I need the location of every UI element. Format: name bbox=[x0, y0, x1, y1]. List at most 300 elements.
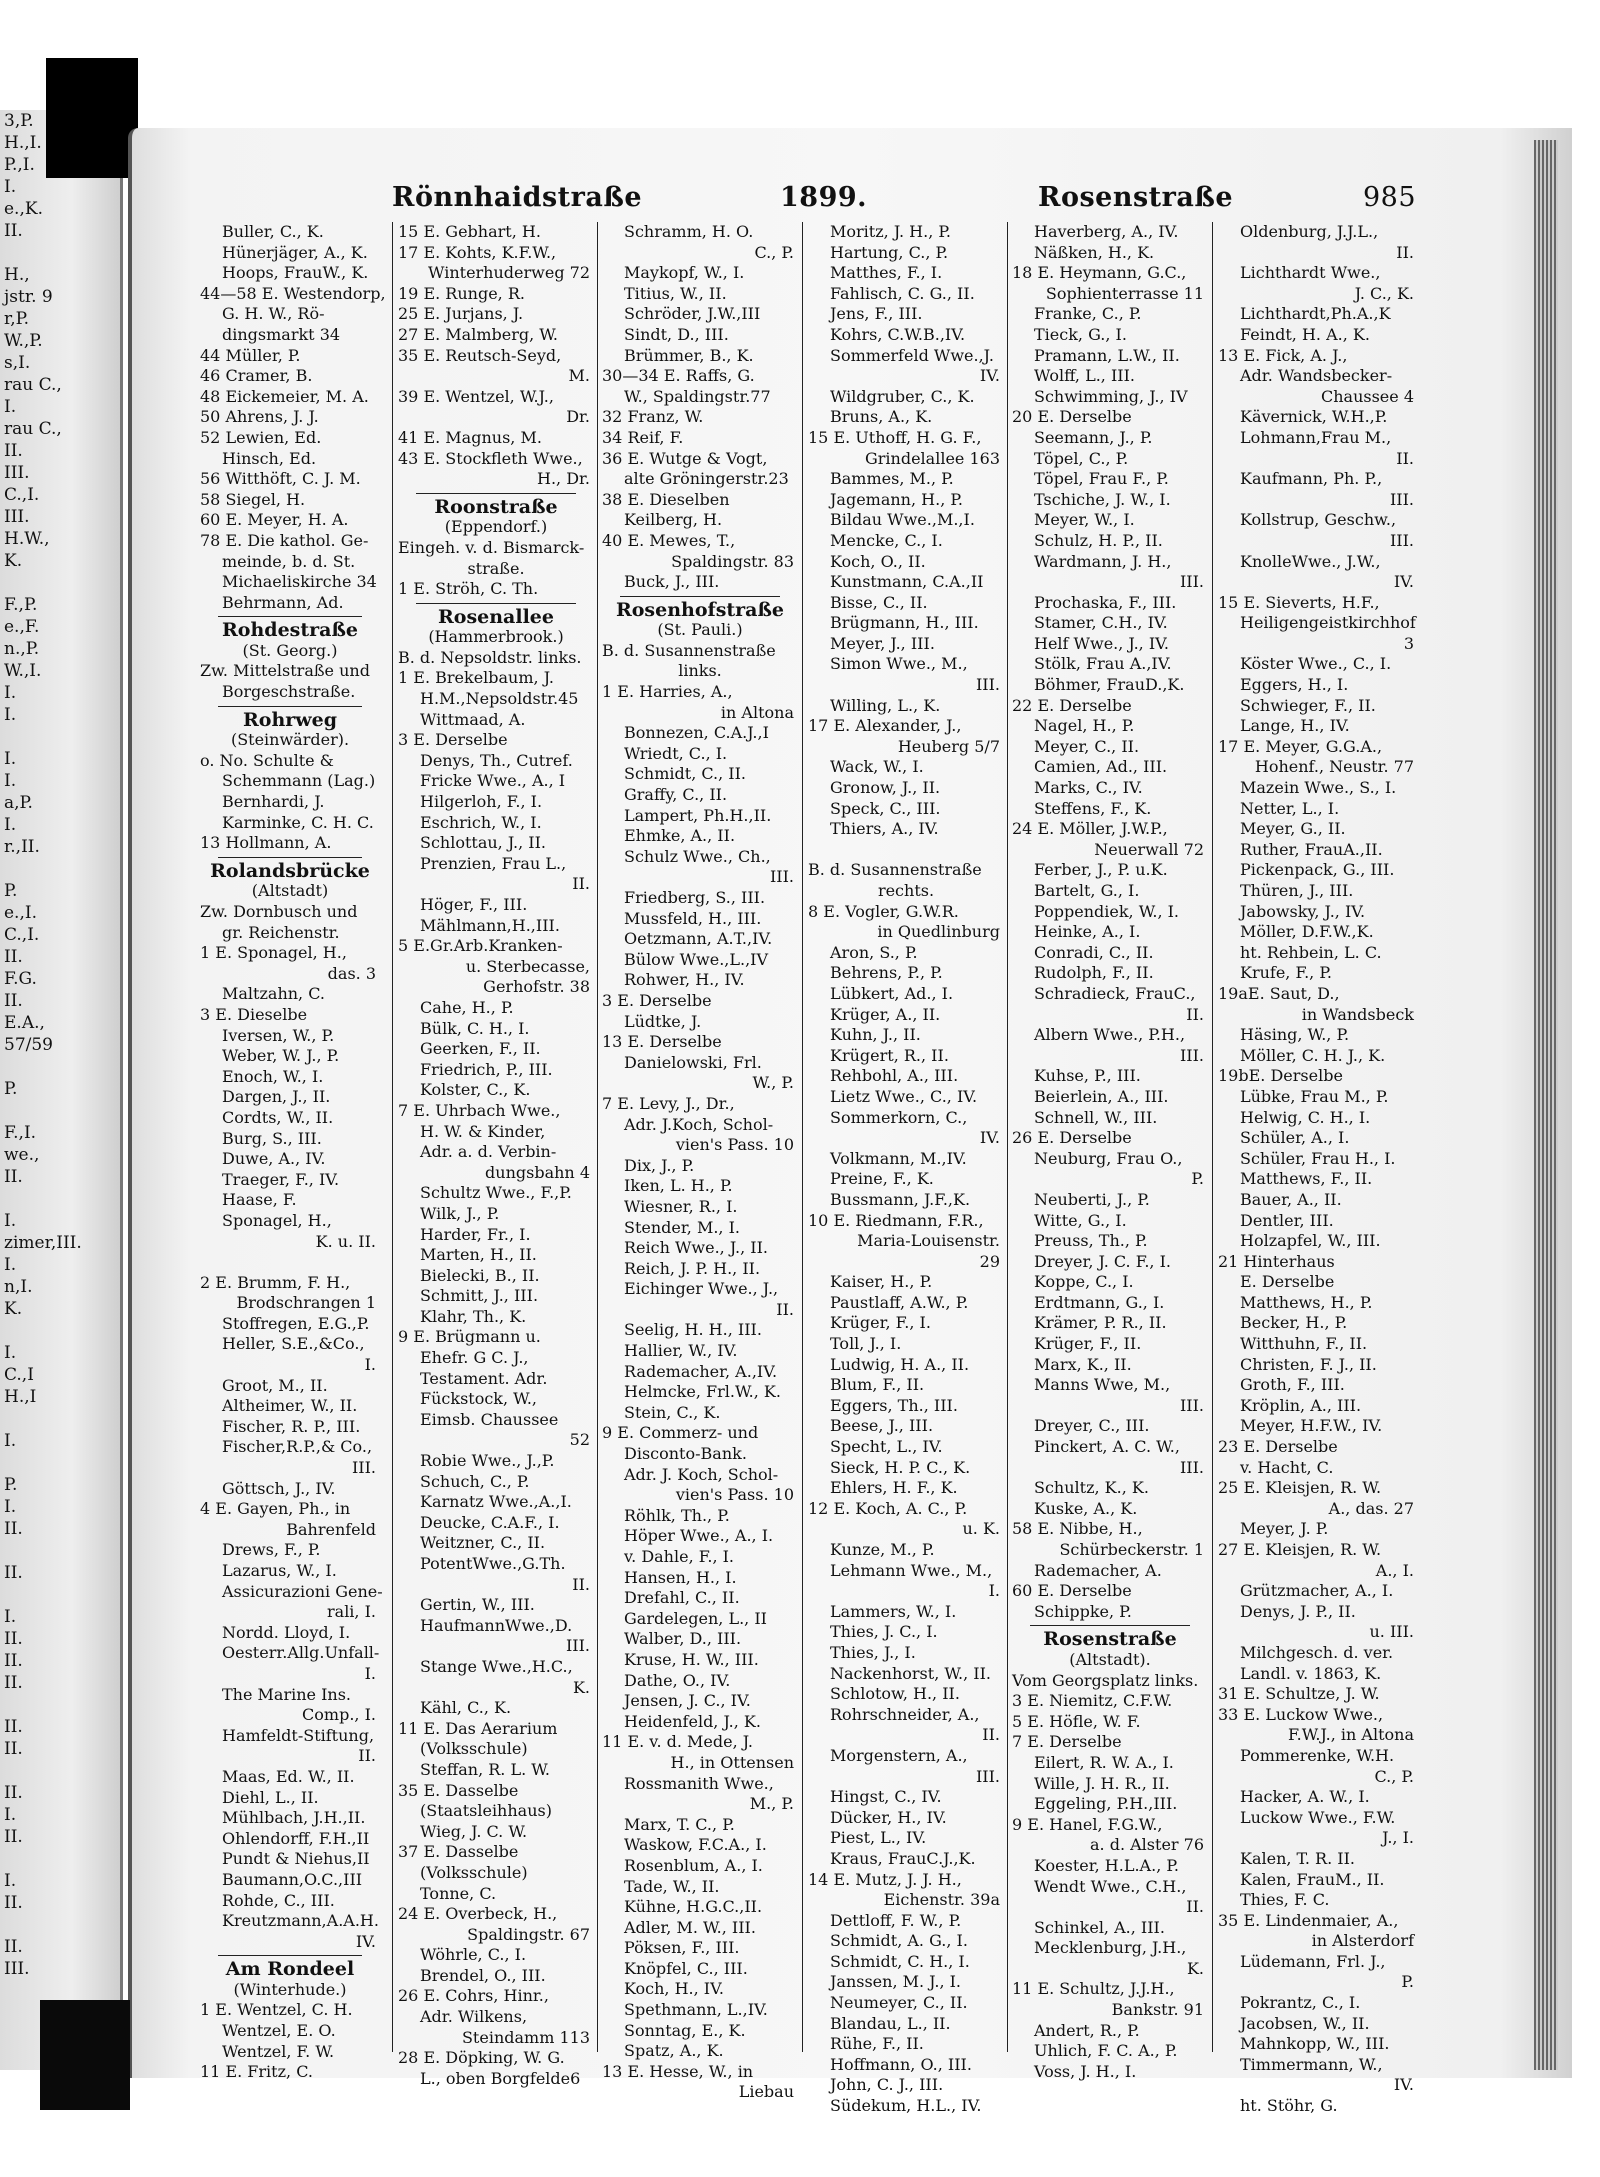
directory-entry: 34 Reif, F. bbox=[602, 427, 684, 447]
directory-entry: Stölk, Frau A.,IV. bbox=[1034, 654, 1172, 674]
directory-entry: Reich, J. P. H., II. bbox=[624, 1258, 761, 1278]
directory-entry: Mählmann,H.,III. bbox=[420, 915, 560, 935]
directory-entry: Danielowski, Frl. bbox=[624, 1052, 762, 1072]
directory-entry: Conradi, C., II. bbox=[1034, 942, 1154, 962]
directory-entry: Kraus, FrauC.J.,K. bbox=[830, 1848, 976, 1868]
directory-entry: Ohlendorff, F.H.,II bbox=[222, 1828, 370, 1848]
directory-entry: Wack, W., I. bbox=[830, 757, 924, 777]
directory-entry: Weber, W. J., P. bbox=[222, 1046, 340, 1066]
directory-entry: IV. bbox=[355, 1931, 376, 1951]
left-page-fragment: P. bbox=[4, 1079, 18, 1099]
left-page-fragment: I. bbox=[4, 1497, 17, 1517]
left-page-fragment: II. bbox=[4, 1673, 23, 1693]
directory-entry: Manns Wwe, M., bbox=[1034, 1375, 1171, 1395]
left-page-fragment: H.,I. bbox=[4, 133, 42, 153]
directory-entry: II. bbox=[1186, 1897, 1204, 1917]
directory-entry: Matthews, F., II. bbox=[1240, 1169, 1373, 1189]
directory-entry: Jacobsen, W., II. bbox=[1240, 2013, 1370, 2033]
directory-entry: Spatz, A., K. bbox=[624, 2041, 724, 2061]
directory-entry: Maltzahn, C. bbox=[222, 984, 325, 1004]
directory-entry: 9 E. Commerz- und bbox=[602, 1423, 759, 1443]
directory-entry: Kaufmann, Ph. P., bbox=[1240, 469, 1383, 489]
directory-entry: Assicurazioni Gene- bbox=[222, 1581, 383, 1601]
directory-entry: J., I. bbox=[1382, 1828, 1414, 1848]
directory-entry: Heidenfeld, J., K. bbox=[624, 1711, 761, 1731]
directory-entry: Schultz Wwe., F.,P. bbox=[420, 1183, 572, 1203]
directory-entry: Kunze, M., P. bbox=[830, 1540, 935, 1559]
directory-entry: 41 E. Magnus, M. bbox=[398, 427, 542, 447]
directory-entry: Poppendiek, W., I. bbox=[1034, 901, 1180, 921]
directory-entry: 7 E. Derselbe bbox=[1012, 1732, 1122, 1752]
directory-entry: Mühlbach, J.H.,II. bbox=[222, 1808, 366, 1828]
directory-entry: Näßken, H., K. bbox=[1034, 242, 1155, 262]
left-page-fragment bbox=[0, 1584, 120, 1606]
directory-entry: Comp., I. bbox=[302, 1705, 376, 1725]
directory-entry: Dathe, O., IV. bbox=[624, 1670, 731, 1690]
street-heading: Rolandsbrücke bbox=[210, 859, 370, 882]
directory-entry: Rudolph, F., II. bbox=[1034, 963, 1154, 983]
street-heading: Rohdestraße bbox=[222, 619, 358, 642]
directory-entry: Gertin, W., III. bbox=[420, 1595, 535, 1615]
directory-entry: Marten, H., II. bbox=[420, 1245, 537, 1265]
directory-entry: II. bbox=[776, 1299, 794, 1319]
directory-entry: Reich Wwe., J., II. bbox=[624, 1238, 769, 1258]
directory-entry: Marx, T. C., P. bbox=[624, 1814, 735, 1834]
directory-entry: Albern Wwe., P.H., bbox=[1034, 1025, 1186, 1045]
directory-entry: Dreyer, C., III. bbox=[1034, 1416, 1150, 1436]
directory-entry: Lohmann,Frau M., bbox=[1240, 427, 1392, 447]
directory-entry: Prenzien, Frau L., bbox=[420, 853, 567, 873]
directory-entry: Graffy, C., II. bbox=[624, 785, 728, 805]
directory-entry: Eggers, Th., III. bbox=[830, 1395, 958, 1415]
left-page-fragment: F.,P. bbox=[4, 595, 38, 615]
directory-entry: Pramann, L.W., II. bbox=[1034, 345, 1180, 365]
left-page-fragment: I. bbox=[4, 177, 17, 197]
directory-entry: Ludwig, H. A., II. bbox=[830, 1354, 970, 1374]
directory-entry: Hansen, H., I. bbox=[624, 1567, 737, 1587]
directory-entry: 35 E. Reutsch-Seyd, bbox=[398, 345, 562, 365]
left-page-fragment: I. bbox=[4, 1805, 17, 1825]
directory-entry: 50 Ahrens, J. J. bbox=[200, 407, 319, 427]
directory-entry: Hoffmann, O., III. bbox=[830, 2054, 972, 2074]
left-page-fragment: I. bbox=[4, 1255, 17, 1275]
page-header bbox=[378, 182, 1417, 222]
directory-entry: (Winterhude.) bbox=[233, 1979, 347, 1999]
directory-entry: Ehefr. G C. J., bbox=[420, 1348, 529, 1368]
left-page-fragment: E.A., bbox=[4, 1013, 45, 1033]
left-page-fragment: 57/59 bbox=[4, 1035, 53, 1055]
directory-entry: IV. bbox=[979, 366, 1000, 386]
left-page-fragment bbox=[0, 1100, 120, 1122]
directory-entry: Lange, H., IV. bbox=[1240, 716, 1350, 736]
directory-entry: 7 E. Levy, J., Dr., bbox=[602, 1093, 735, 1113]
directory-entry: Steindamm 113 bbox=[461, 2027, 590, 2047]
column-divider bbox=[802, 222, 803, 2052]
section-rule bbox=[416, 493, 576, 494]
directory-entry: Wittmaad, A. bbox=[420, 709, 526, 729]
directory-entry: I. bbox=[988, 1581, 1000, 1601]
directory-entry: 56 Witthöft, C. J. M. bbox=[200, 469, 361, 489]
directory-entry: B. d. Susannenstraße bbox=[602, 640, 776, 660]
directory-entry: Ruther, FrauA.,II. bbox=[1240, 839, 1383, 859]
directory-entry: Grützmacher, A., I. bbox=[1240, 1581, 1394, 1601]
directory-entry: Stange Wwe.,H.C., bbox=[420, 1656, 573, 1676]
directory-entry: (Eppendorf.) bbox=[444, 517, 548, 537]
directory-entry: Bahrenfeld bbox=[286, 1519, 376, 1539]
directory-entry: Wriedt, C., I. bbox=[624, 743, 728, 763]
directory-entry: Oesterr.Allg.Unfall- bbox=[222, 1643, 380, 1663]
left-page-fragment: rau C., bbox=[4, 375, 62, 395]
directory-entry bbox=[200, 1252, 380, 1273]
left-page-fragment: I. bbox=[4, 705, 17, 725]
directory-entry: 52 bbox=[569, 1430, 590, 1450]
left-page-fragment bbox=[0, 242, 120, 264]
directory-entry: Steffan, R. L. W. bbox=[420, 1759, 550, 1779]
directory-entry: Meyer, H.F.W., IV. bbox=[1240, 1416, 1383, 1436]
directory-entry: Timmermann, W., bbox=[1240, 2054, 1383, 2074]
directory-entry: 58 E. Nibbe, H., bbox=[1012, 1519, 1143, 1539]
directory-entry: Haase, F. bbox=[222, 1190, 297, 1210]
directory-entry: Schulz, H. P., II. bbox=[1034, 530, 1163, 550]
directory-entry: Franke, C., P. bbox=[1034, 304, 1142, 324]
directory-entry: 43 E. Stockfleth Wwe., bbox=[398, 448, 583, 468]
street-heading: Rosenhofstraße bbox=[615, 598, 785, 621]
directory-entry: 13 E. Derselbe bbox=[602, 1032, 722, 1052]
directory-entry: vien's Pass. 10 bbox=[675, 1135, 794, 1155]
directory-entry: Jagemann, H., P. bbox=[830, 489, 963, 509]
directory-entry: Koppe, C., I. bbox=[1034, 1272, 1134, 1292]
directory-entry: Schüler, Frau H., I. bbox=[1240, 1148, 1396, 1168]
directory-entry: Eggers, H., I. bbox=[1240, 675, 1349, 695]
left-page-fragment: zimer,III. bbox=[4, 1233, 82, 1253]
directory-entry: Lazarus, W., I. bbox=[222, 1561, 337, 1580]
directory-entry: Köster Wwe., C., I. bbox=[1240, 654, 1392, 674]
directory-entry: Matthews, H., P. bbox=[1240, 1292, 1373, 1312]
left-page-fragment: I. bbox=[4, 771, 17, 791]
directory-entry: Dreyer, J. C. F., I. bbox=[1034, 1251, 1171, 1271]
left-page-fragment bbox=[0, 1760, 120, 1782]
directory-entry: Gronow, J., II. bbox=[830, 778, 941, 798]
directory-entry: Kolster, C., K. bbox=[420, 1080, 531, 1100]
directory-entry: (Volksschule) bbox=[420, 1739, 528, 1759]
directory-entry: Lübkert, Ad., I. bbox=[830, 983, 954, 1003]
directory-entry: in Quedlinburg bbox=[877, 922, 1000, 942]
directory-entry: Lichthardt Wwe., bbox=[1240, 263, 1381, 283]
directory-entry: 33 E. Luckow Wwe., bbox=[1218, 1704, 1384, 1724]
directory-entry: Stein, C., K. bbox=[624, 1402, 721, 1422]
directory-entry: Schmidt, A. G., I. bbox=[830, 1931, 968, 1951]
directory-entry: Dentler, III. bbox=[1240, 1210, 1334, 1230]
directory-entry: III. bbox=[1179, 1395, 1204, 1415]
left-page-fragment: P. bbox=[4, 881, 18, 901]
directory-entry: Rehbohl, A., III. bbox=[830, 1066, 959, 1086]
directory-entry: III. bbox=[1389, 530, 1414, 550]
section-rule bbox=[218, 706, 362, 707]
directory-entry: Gardelegen, L., II bbox=[624, 1608, 767, 1628]
directory-entry: Groth, F., III. bbox=[1240, 1375, 1345, 1395]
directory-entry: Adr. Wilkens, bbox=[420, 2007, 528, 2027]
directory-entry: Eimsb. Chaussee bbox=[420, 1409, 559, 1429]
directory-entry: Kalen, T. R. II. bbox=[1240, 1848, 1355, 1868]
directory-entry: Baumann,O.C.,III bbox=[222, 1869, 363, 1889]
directory-entry: Grindelallee 163 bbox=[864, 448, 1000, 468]
directory-entry: Nagel, H., P. bbox=[1034, 716, 1135, 736]
directory-entry: Paustlaff, A.W., P. bbox=[830, 1292, 969, 1312]
directory-entry: 27 E. Kleisjen, R. W. bbox=[1218, 1540, 1382, 1559]
directory-entry: Maykopf, W., I. bbox=[624, 263, 745, 283]
directory-entry: Rademacher, A. bbox=[1034, 1560, 1162, 1580]
directory-entry: Gerhofstr. 38 bbox=[483, 977, 590, 997]
directory-entry: Bisse, C., II. bbox=[830, 592, 928, 612]
section-rule bbox=[218, 1955, 362, 1956]
directory-entry: Krüger, F., I. bbox=[830, 1313, 931, 1333]
directory-entry: C., P. bbox=[1374, 1766, 1414, 1786]
directory-entry: Milchgesch. d. ver. bbox=[1240, 1642, 1394, 1662]
directory-entry: Ferber, J., P. u.K. bbox=[1034, 860, 1168, 880]
directory-entry: K. bbox=[1186, 1958, 1204, 1978]
directory-entry: Cordts, W., II. bbox=[222, 1107, 334, 1127]
directory-entry: II. bbox=[982, 1725, 1000, 1745]
left-page-fragment bbox=[0, 858, 120, 880]
directory-entry: Pöksen, F., III. bbox=[624, 1938, 740, 1958]
directory-entry: Bildau Wwe.,M.,I. bbox=[830, 510, 975, 530]
column-2 bbox=[398, 222, 594, 2088]
left-page-fragment: F.G. bbox=[4, 969, 37, 989]
directory-entry: Kröplin, A., III. bbox=[1240, 1395, 1362, 1415]
directory-entry: Liebau bbox=[738, 2082, 794, 2102]
directory-entry: Haverberg, A., IV. bbox=[1034, 222, 1179, 241]
directory-entry: 29 bbox=[979, 1251, 1000, 1271]
directory-entry: Prochaska, F., III. bbox=[1034, 592, 1177, 612]
directory-entry: Adr. J.Koch, Schol- bbox=[624, 1114, 774, 1134]
directory-entry: Eingeh. v. d. Bismarck- bbox=[398, 537, 585, 557]
directory-entry: Eichinger Wwe., J., bbox=[624, 1279, 779, 1299]
directory-entry: Fischer, R. P., III. bbox=[222, 1416, 361, 1436]
left-page-fragment: I. bbox=[4, 683, 17, 703]
directory-entry: Burg, S., III. bbox=[222, 1128, 322, 1148]
left-page-fragment: III. bbox=[4, 463, 30, 483]
directory-entry: Neumeyer, C., II. bbox=[830, 1993, 968, 2013]
directory-entry: Lüdtke, J. bbox=[624, 1011, 702, 1031]
directory-entry: Camien, Ad., III. bbox=[1034, 757, 1168, 777]
directory-entry: Keilberg, H. bbox=[624, 510, 723, 530]
directory-entry: 25 E. Jurjans, J. bbox=[398, 304, 524, 324]
left-page-fragment: II. bbox=[4, 991, 23, 1011]
directory-entry: Thüren, J., III. bbox=[1240, 881, 1354, 900]
directory-entry: 44—58 E. Westendorp, bbox=[200, 283, 386, 303]
directory-entry: Friedrich, P., III. bbox=[420, 1059, 553, 1079]
left-page-fragment bbox=[0, 1408, 120, 1430]
directory-entry: Netter, L., I. bbox=[1240, 798, 1340, 818]
directory-entry: Kalen, FrauM., II. bbox=[1240, 1869, 1385, 1889]
directory-entry: Ehmke, A., II. bbox=[624, 826, 736, 846]
directory-entry: Bauer, A., II. bbox=[1240, 1189, 1342, 1209]
directory-entry: Hamfeldt-Stiftung, bbox=[222, 1725, 375, 1745]
left-page-fragment: e.,K. bbox=[4, 199, 43, 219]
directory-entry: 28 E. Döpking, W. G. bbox=[398, 2048, 565, 2068]
section-rule bbox=[1030, 1625, 1190, 1626]
directory-entry: Schlotow, H., II. bbox=[830, 1684, 960, 1704]
directory-entry: 9 E. Hanel, F.G.W., bbox=[1012, 1814, 1163, 1834]
directory-entry: Blum, F., II. bbox=[830, 1375, 925, 1395]
directory-entry: Schulz Wwe., Ch., bbox=[624, 846, 771, 866]
left-page-fragment bbox=[0, 1188, 120, 1210]
directory-entry: Häsing, W., P. bbox=[1240, 1025, 1350, 1045]
directory-entry: Cahe, H., P. bbox=[420, 997, 514, 1017]
directory-entry: Pommerenke, W.H. bbox=[1240, 1745, 1395, 1765]
directory-entry: Zw. Mittelstraße und bbox=[200, 661, 370, 681]
directory-entry: Heiligengeistkirchhof bbox=[1240, 613, 1416, 633]
scan-border-bottom bbox=[40, 2000, 130, 2110]
directory-entry: Witthuhn, F., II. bbox=[1240, 1334, 1368, 1354]
directory-entry: Wilk, J., P. bbox=[420, 1203, 500, 1223]
left-page-fragment bbox=[0, 1452, 120, 1474]
directory-entry: Stoffregen, E.G.,P. bbox=[222, 1313, 370, 1333]
left-page-fragment bbox=[0, 1540, 120, 1562]
directory-entry: Schmidt, C., II. bbox=[624, 764, 747, 784]
directory-entry: Mecklenburg, J.H., bbox=[1034, 1938, 1187, 1958]
directory-entry: 15 E. Gebhart, H. bbox=[398, 222, 541, 241]
directory-entry: 44 Müller, P. bbox=[200, 345, 301, 365]
directory-entry: Bielecki, B., II. bbox=[420, 1265, 540, 1285]
directory-entry: Pickenpack, G., III. bbox=[1240, 860, 1395, 880]
directory-entry: Toll, J., I. bbox=[830, 1334, 902, 1354]
directory-entry: 21 Hinterhaus bbox=[1218, 1251, 1335, 1271]
left-page-fragment: I. bbox=[4, 1343, 17, 1363]
directory-entry: Aron, S., P. bbox=[830, 942, 918, 962]
directory-entry: Sommerfeld Wwe.,J. bbox=[830, 345, 994, 365]
left-page-fragment: e.,F. bbox=[4, 617, 40, 637]
directory-entry: Stamer, C.H., IV. bbox=[1034, 613, 1168, 633]
street-heading: Rosenallee bbox=[438, 605, 554, 628]
directory-entry: Südekum, H.L., IV. bbox=[830, 2096, 982, 2116]
directory-entry: Mazein Wwe., S., I. bbox=[1240, 778, 1397, 798]
directory-entry: Rossmanith Wwe., bbox=[624, 1773, 774, 1793]
left-page-fragment: e.,I. bbox=[4, 903, 37, 923]
directory-entry: 24 E. Möller, J.W.P., bbox=[1012, 819, 1168, 839]
directory-entry: E. Derselbe bbox=[1240, 1272, 1335, 1292]
directory-entry: Krufe, F., P. bbox=[1240, 963, 1332, 983]
directory-entry: KnolleWwe., J.W., bbox=[1240, 551, 1381, 571]
directory-entry: Specht, L., IV. bbox=[830, 1437, 943, 1457]
directory-entry: meinde, b. d. St. bbox=[222, 551, 356, 571]
directory-entry: P. bbox=[1191, 1169, 1204, 1189]
directory-entry: Krügert, R., II. bbox=[830, 1045, 949, 1065]
left-page-edge bbox=[0, 110, 123, 2070]
directory-entry: a. d. Alster 76 bbox=[1090, 1835, 1204, 1855]
directory-entry: Spaldingstr. 67 bbox=[467, 1924, 590, 1944]
left-page-fragment: P.,I. bbox=[4, 155, 35, 175]
directory-entry: 1 E. Harries, A., bbox=[602, 682, 733, 702]
directory-entry: Schwimming, J., IV bbox=[1034, 386, 1188, 406]
directory-entry: H. W. & Kinder, bbox=[420, 1121, 546, 1141]
directory-entry: Meyer, J. P. bbox=[1240, 1519, 1329, 1539]
directory-entry: Andert, R., P. bbox=[1034, 2020, 1140, 2040]
directory-entry: Schüler, A., I. bbox=[1240, 1128, 1350, 1148]
directory-entry: Schlottau, J., II. bbox=[420, 833, 547, 853]
directory-entry: Göttsch, J., IV. bbox=[222, 1478, 336, 1498]
directory-entry: Kävernick, W.H.,P. bbox=[1240, 407, 1388, 427]
left-page-fragment: I. bbox=[4, 1871, 17, 1891]
directory-entry: C., P. bbox=[754, 242, 794, 262]
directory-entry: Waskow, F.C.A., I. bbox=[624, 1835, 767, 1855]
directory-entry: Krämer, P. R., II. bbox=[1034, 1313, 1167, 1333]
left-page-fragment: I. bbox=[4, 815, 17, 835]
directory-entry: Matthes, F., I. bbox=[830, 263, 943, 283]
directory-entry: Speck, C., III. bbox=[830, 798, 941, 818]
directory-entry: 35 E. Lindenmaier, A., bbox=[1218, 1910, 1399, 1930]
directory-entry: Thies, J. C., I. bbox=[830, 1622, 938, 1642]
directory-entry: Rohrschneider, A., bbox=[830, 1704, 980, 1724]
directory-entry: straße. bbox=[467, 558, 525, 578]
left-page-fragment: s,I. bbox=[4, 353, 31, 373]
left-page-fragment: II. bbox=[4, 1519, 23, 1539]
directory-entry: Rosenblum, A., I. bbox=[624, 1855, 763, 1875]
directory-entry: Drews, F., P. bbox=[222, 1540, 321, 1560]
directory-entry: Wieg, J. C. W. bbox=[420, 1821, 528, 1841]
directory-entry: Traeger, F., IV. bbox=[222, 1169, 340, 1189]
directory-entry: B. d. Nepsoldstr. links. bbox=[398, 647, 582, 667]
column-divider bbox=[392, 222, 393, 2052]
directory-entry: M. bbox=[568, 366, 590, 386]
directory-entry: Höper Wwe., A., I. bbox=[624, 1526, 774, 1546]
directory-entry: Bernhardi, J. bbox=[222, 792, 325, 812]
directory-entry: H., Dr. bbox=[536, 469, 590, 489]
directory-entry: 60 E. Derselbe bbox=[1012, 1581, 1132, 1601]
column-1 bbox=[200, 222, 386, 2082]
directory-entry: 9 E. Brügmann u. bbox=[398, 1327, 541, 1347]
directory-entry: Spaldingstr. 83 bbox=[671, 551, 794, 571]
directory-entry: Kühne, H.G.C.,II. bbox=[624, 1897, 763, 1917]
directory-entry: III. bbox=[1389, 489, 1414, 509]
directory-entry: Karnatz Wwe.,A.,I. bbox=[420, 1492, 572, 1512]
left-page-fragment: F.,I. bbox=[4, 1123, 37, 1143]
directory-entry: Wardmann, J. H., bbox=[1034, 551, 1172, 571]
column-4 bbox=[808, 222, 1004, 2116]
street-heading: Rohrweg bbox=[242, 708, 338, 731]
directory-entry: Schürbeckerstr. 1 bbox=[1059, 1540, 1204, 1559]
directory-entry: Tschiche, J. W., I. bbox=[1034, 489, 1171, 509]
directory-entry: Hacker, A. W., I. bbox=[1240, 1787, 1370, 1807]
left-page-fragment bbox=[0, 572, 120, 594]
directory-entry: Stender, M., I. bbox=[624, 1217, 740, 1237]
left-page-fragment: C.,I. bbox=[4, 485, 40, 505]
directory-entry: (Hammerbrook.) bbox=[428, 627, 564, 647]
directory-entry: Koch, O., II. bbox=[830, 551, 926, 571]
directory-entry: Lüdemann, Frl. J., bbox=[1240, 1951, 1386, 1971]
directory-entry: dingsmarkt 34 bbox=[222, 324, 341, 344]
directory-entry: II. bbox=[1396, 448, 1414, 468]
directory-entry: gr. Reichenstr. bbox=[222, 922, 340, 942]
directory-entry: Hünerjäger, A., K. bbox=[222, 242, 368, 262]
directory-entry: Meyer, J., III. bbox=[830, 633, 935, 653]
directory-entry: Brendel, O., III. bbox=[420, 1965, 546, 1985]
directory-entry: Hohenf., Neustr. 77 bbox=[1254, 757, 1414, 777]
directory-entry: (Altstadt) bbox=[251, 881, 329, 901]
directory-entry: 11 E. v. d. Mede, J. bbox=[602, 1732, 754, 1752]
directory-entry: Meyer, C., II. bbox=[1034, 736, 1140, 756]
left-page-fragment: II. bbox=[4, 1739, 23, 1759]
directory-entry: 12 E. Koch, A. C., P. bbox=[808, 1498, 968, 1518]
directory-entry: John, C. J., III. bbox=[830, 2075, 944, 2095]
directory-entry: Sophienterrasse 11 bbox=[1045, 283, 1204, 303]
directory-entry: Kollstrup, Geschw., bbox=[1240, 510, 1397, 530]
directory-entry: Spethmann, L.,IV. bbox=[624, 2000, 768, 2020]
directory-entry: Rohde, C., III. bbox=[222, 1890, 335, 1910]
directory-entry: IV. bbox=[1393, 2075, 1414, 2095]
directory-entry: u. III. bbox=[1369, 1622, 1414, 1642]
directory-entry: PotentWwe.,G.Th. bbox=[420, 1554, 566, 1573]
